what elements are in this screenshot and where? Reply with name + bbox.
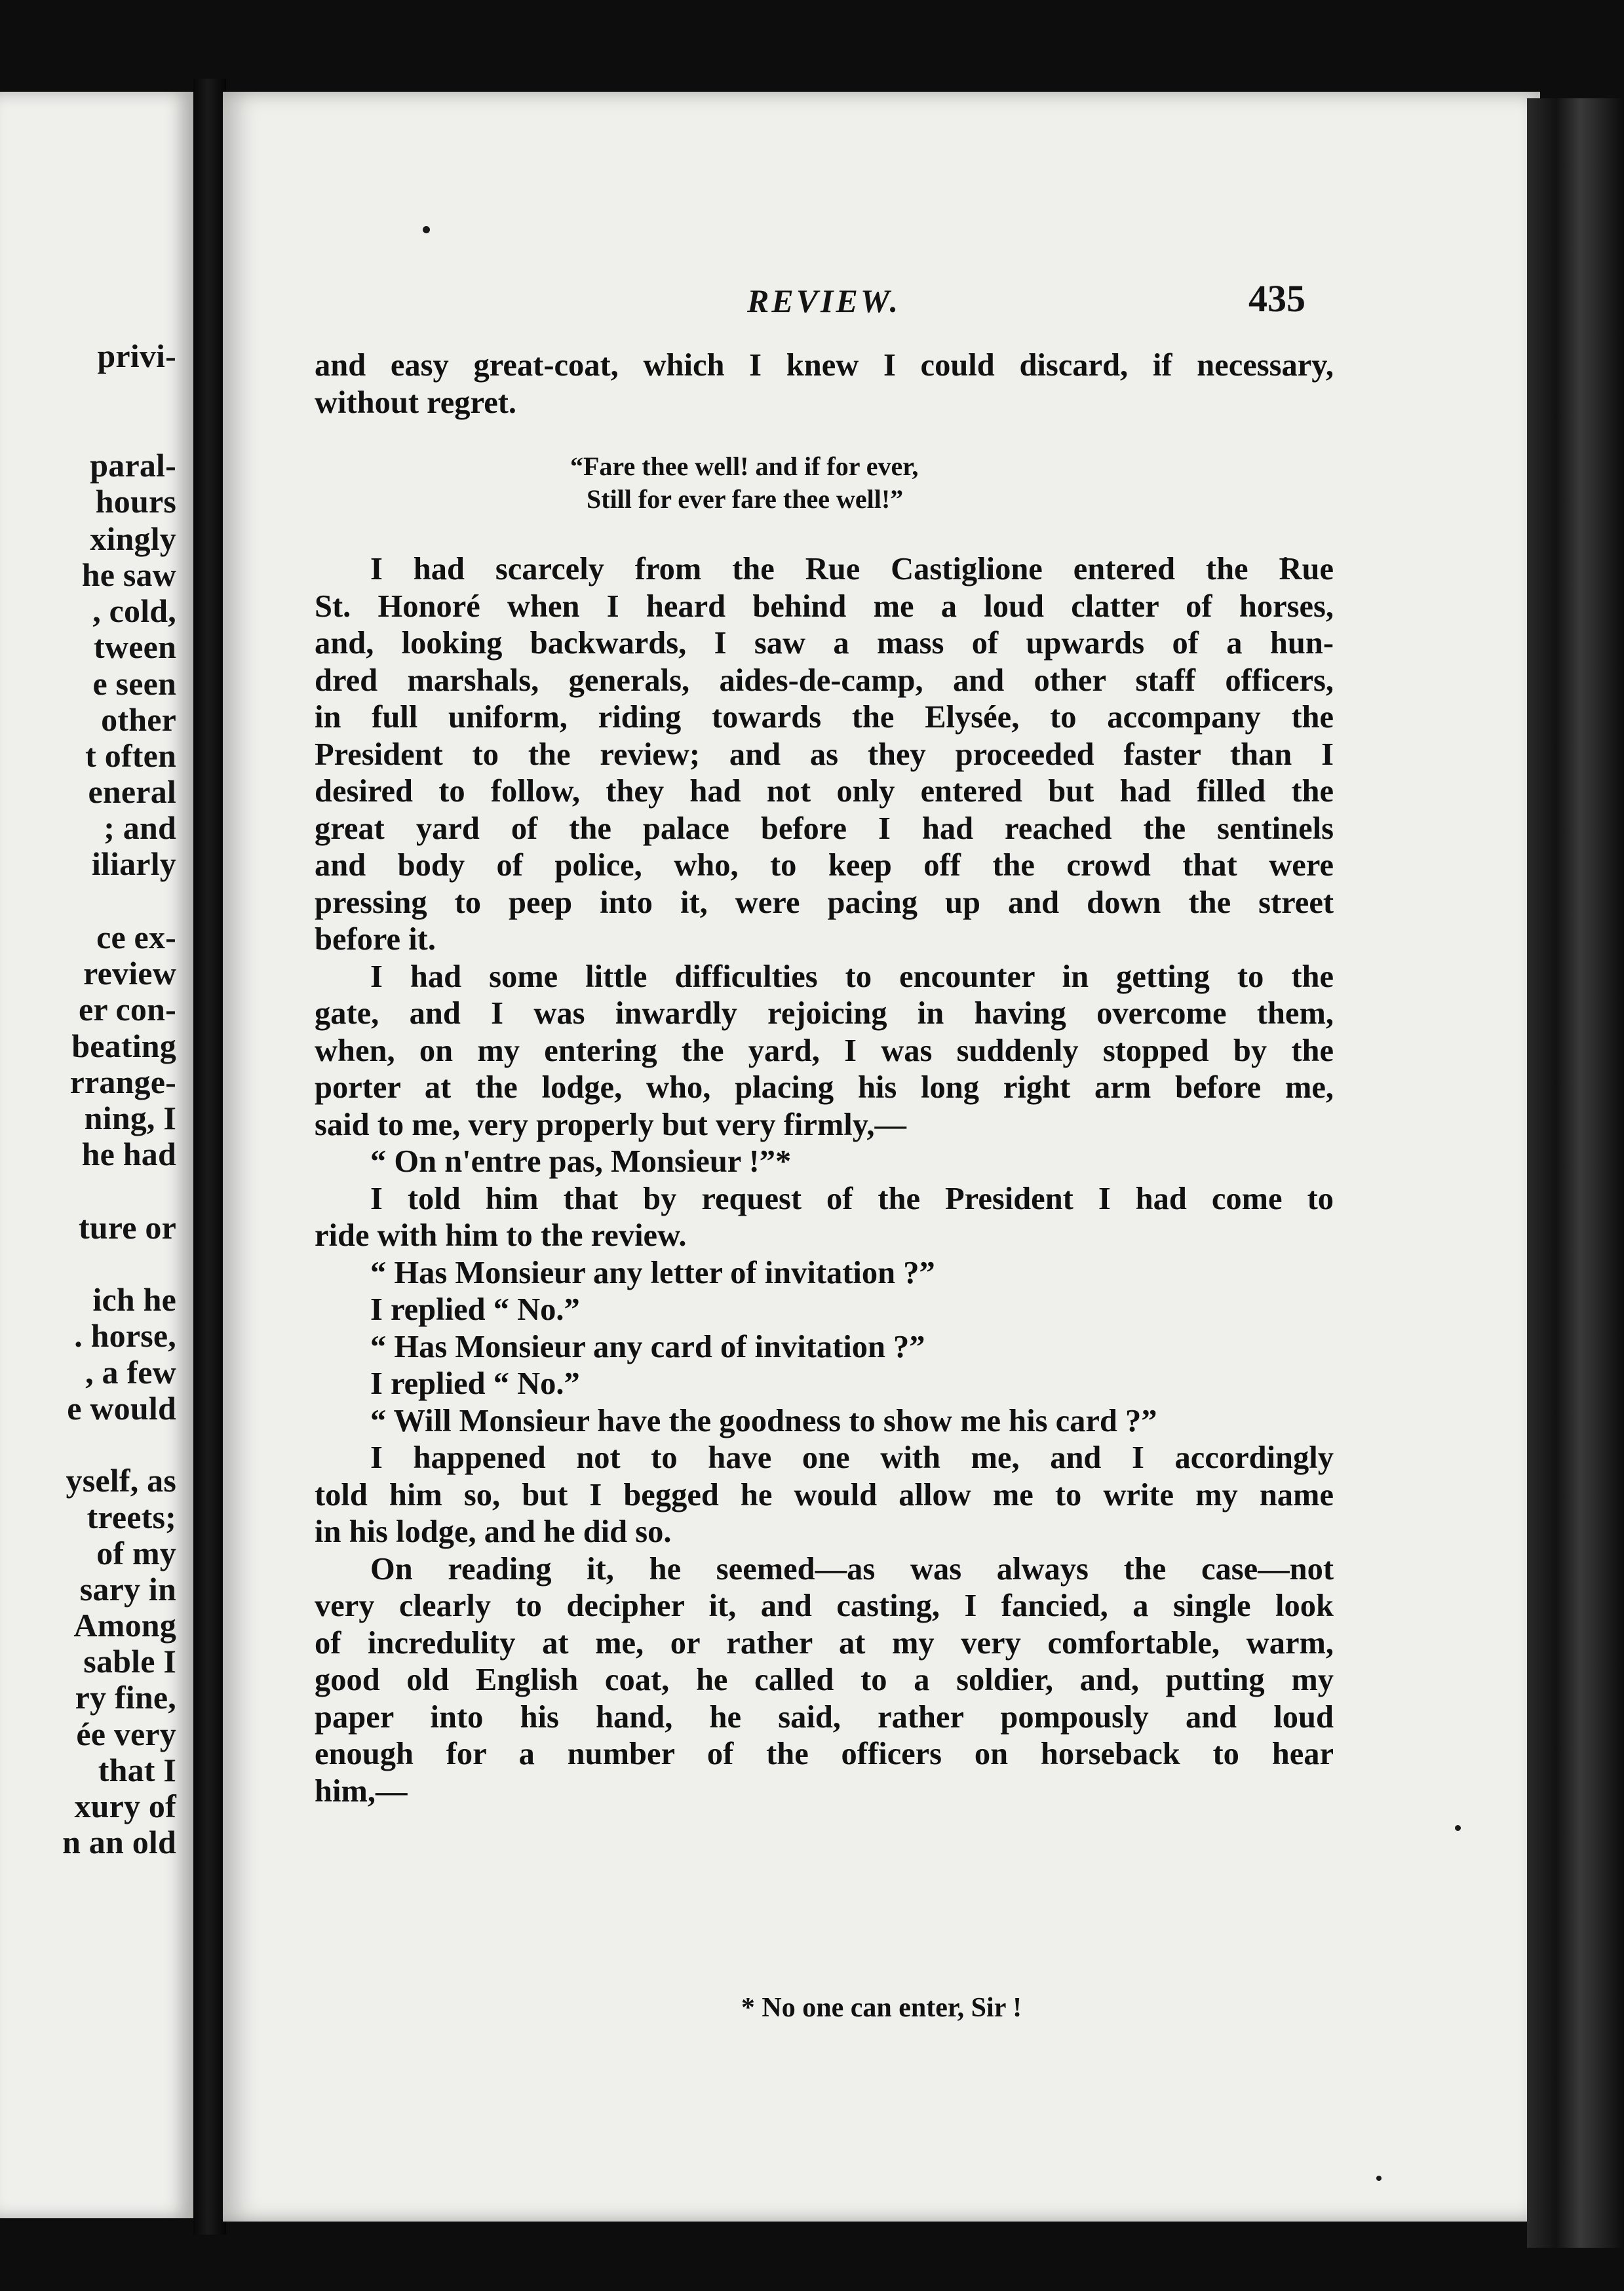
left-page-line: ture or xyxy=(78,1209,176,1246)
text-line: before it. xyxy=(315,922,436,957)
left-page-line: treets; xyxy=(87,1499,176,1535)
print-speck xyxy=(423,226,430,233)
footnote: * No one can enter, Sir ! xyxy=(741,1993,1022,2023)
facing-page-left xyxy=(0,92,193,2218)
text-line: said to me, very properly but very firmly,— xyxy=(315,1107,906,1142)
main-page xyxy=(223,92,1540,2222)
text-line: him,— xyxy=(315,1773,408,1809)
left-page-line: eneral xyxy=(88,773,176,810)
left-page-line: yself, as xyxy=(66,1462,176,1499)
left-page-line: hours xyxy=(95,483,176,520)
page-edge-shadow xyxy=(1527,98,1624,2248)
text-line: told him so, but I begged he would allow me to write my name xyxy=(315,1477,1334,1512)
left-page-line: of my xyxy=(96,1535,176,1571)
dialogue-line: I replied “ No.” xyxy=(370,1366,580,1401)
text-line: very clearly to decipher it, and casting, I fancied, a single look xyxy=(315,1588,1334,1623)
running-head xyxy=(223,277,1540,334)
text-line: enough for a number of the officers on horseback to hear xyxy=(315,1737,1334,1771)
text-line: in his lodge, and he did so. xyxy=(315,1514,672,1549)
book-gutter xyxy=(193,79,226,2235)
text-line: St. Honoré when I heard behind me a loud clatter of horses, xyxy=(315,588,1334,624)
dialogue-line: “ On n'entre pas, Monsieur !”* xyxy=(370,1144,792,1179)
text-line: I had some little difficulties to encounter in getting to the xyxy=(370,959,1334,994)
left-page-line: Among xyxy=(73,1607,176,1644)
text-line: when, on my entering the yard, I was suddenly stopped by the xyxy=(315,1033,1334,1068)
text-line: I happened not to have one with me, and I accordingly xyxy=(370,1440,1334,1475)
left-page-line: ich he xyxy=(92,1281,176,1318)
left-page-line: xingly xyxy=(90,520,176,557)
left-page-line: n an old xyxy=(62,1824,176,1860)
text-line: good old English coat, he called to a soldier, and, putting my xyxy=(315,1663,1334,1697)
text-line: ride with him to the review. xyxy=(315,1218,687,1253)
left-page-line: ce ex- xyxy=(96,919,176,955)
left-page-line: ; and xyxy=(104,809,176,846)
text-line: and easy great-coat, which I knew I could discard, if necessary, xyxy=(315,348,1334,383)
verse-quote-line: “Fare thee well! and if for ever, xyxy=(570,452,919,481)
text-line: gate, and I was inwardly rejoicing in having overcome them, xyxy=(315,996,1334,1031)
text-line: desired to follow, they had not only entered but had filled the xyxy=(315,774,1334,809)
text-line: in full uniform, riding towards the Elysée, to accompany the xyxy=(315,700,1334,735)
left-page-line: . horse, xyxy=(74,1317,176,1354)
body-text xyxy=(315,347,1334,1810)
text-line: and body of police, who, to keep off the crowd that were xyxy=(315,848,1334,883)
left-page-line: xury of xyxy=(74,1788,176,1824)
page-number: 435 xyxy=(1248,277,1305,320)
left-page-line: ée very xyxy=(76,1716,176,1752)
left-page-line: sable I xyxy=(83,1643,176,1680)
text-line: of incredulity at me, or rather at my very comfortable, warm, xyxy=(315,1625,1334,1661)
left-page-line: that I xyxy=(98,1752,176,1788)
dialogue-line: “ Has Monsieur any card of invitation ?” xyxy=(370,1329,925,1364)
text-line: I had scarcely from the Rue Castiglione entered the Rue xyxy=(370,552,1334,587)
text-line: I told him that by request of the President I had come to xyxy=(370,1181,1334,1216)
left-page-line: e would xyxy=(67,1390,176,1427)
dialogue-line: I replied “ No.” xyxy=(370,1292,580,1327)
left-page-line: ning, I xyxy=(84,1100,176,1136)
left-page-line: iliarly xyxy=(91,845,176,882)
left-page-line: tween xyxy=(94,628,176,665)
text-line: pressing to peep into it, were pacing up and down the street xyxy=(315,885,1334,920)
running-title: REVIEW. xyxy=(747,282,901,319)
left-page-line: paral- xyxy=(90,447,176,484)
text-line: without regret. xyxy=(315,385,517,420)
text-line: porter at the lodge, who, placing his long right arm before me, xyxy=(315,1070,1334,1105)
text-line: On reading it, he seemed—as was always the case—not xyxy=(370,1551,1334,1587)
text-line: dred marshals, generals, aides-de-camp, and other staff officers, xyxy=(315,663,1334,698)
left-page-line: sary in xyxy=(79,1571,176,1608)
left-page-line: beating xyxy=(71,1028,176,1064)
left-page-line: , a few xyxy=(85,1354,176,1391)
verse-quote-line: Still for ever fare thee well!” xyxy=(587,484,904,514)
left-page-line: rrange- xyxy=(69,1064,176,1100)
left-page-line: t often xyxy=(85,737,176,774)
left-page-line: review xyxy=(83,955,176,991)
left-page-line: other xyxy=(101,701,176,738)
print-speck xyxy=(1376,2176,1382,2181)
left-page-line: er con- xyxy=(78,991,176,1028)
left-page-line: he saw xyxy=(81,556,176,593)
left-page-line: e seen xyxy=(92,665,176,702)
dialogue-line: “ Will Monsieur have the goodness to show me his card ?” xyxy=(370,1403,1157,1438)
text-line: paper into his hand, he said, rather pompously and loud xyxy=(315,1699,1334,1735)
left-page-line: , cold, xyxy=(92,592,176,629)
dialogue-line: “ Has Monsieur any letter of invitation ?” xyxy=(370,1255,935,1290)
text-line: great yard of the palace before I had reached the sentinels xyxy=(315,811,1334,846)
text-line: President to the review; and as they proceeded faster than I xyxy=(315,737,1334,772)
left-page-line: ry fine, xyxy=(75,1679,176,1716)
left-page-line: he had xyxy=(81,1136,176,1172)
print-speck xyxy=(1455,1825,1461,1831)
left-page-line: privi- xyxy=(97,337,176,374)
text-line: and, looking backwards, I saw a mass of upwards of a hun- xyxy=(315,626,1334,661)
